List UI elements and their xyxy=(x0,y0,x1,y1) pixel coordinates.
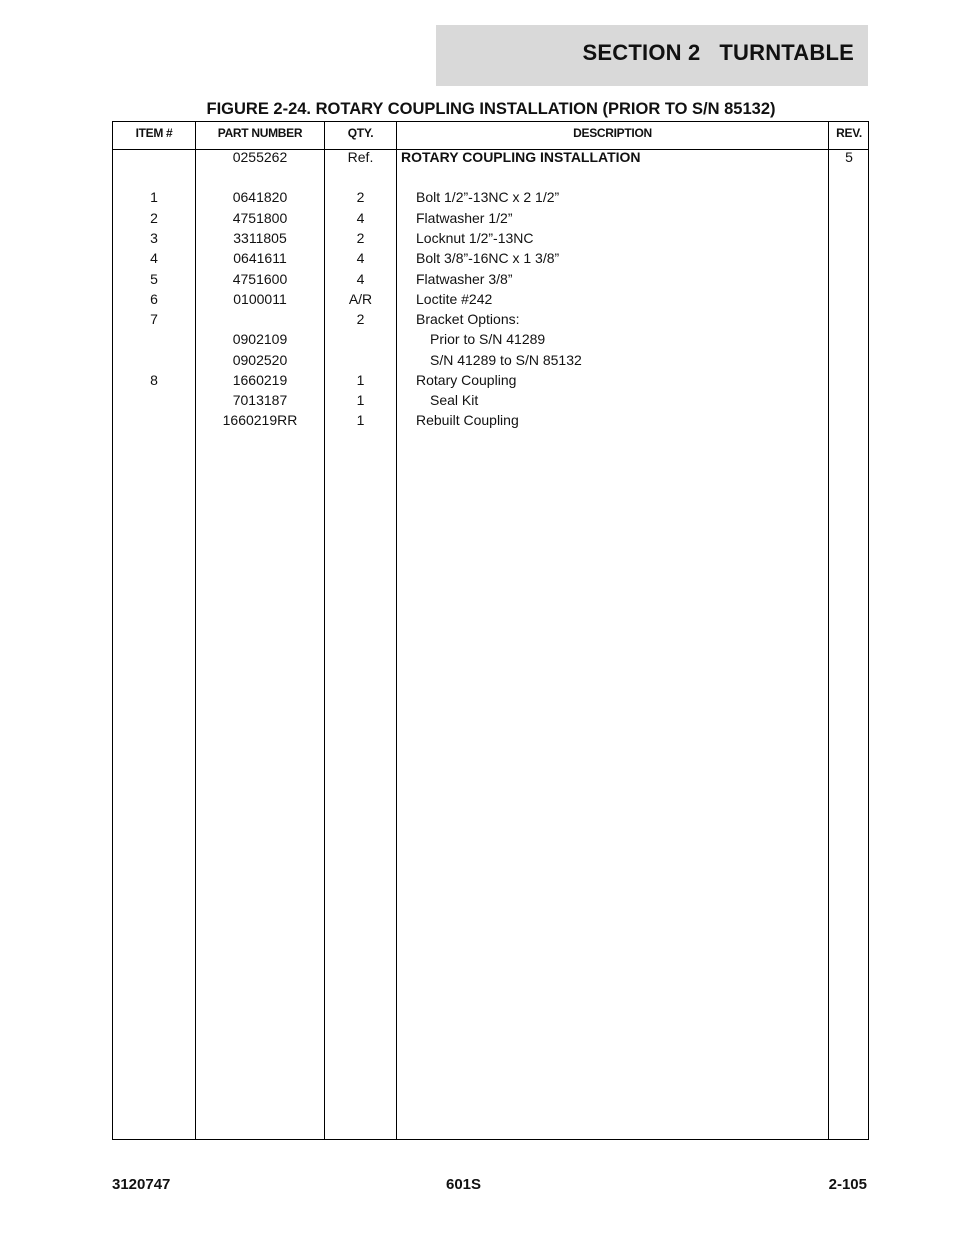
footer-doc-number: 3120747 xyxy=(112,1176,171,1193)
section-title: SECTION 2 TURNTABLE xyxy=(582,40,854,65)
description-cell: Rotary Coupling xyxy=(416,372,517,388)
quantity-cell: 4 xyxy=(356,210,365,226)
description-cell: ROTARY COUPLING INSTALLATION xyxy=(401,149,641,165)
part-number-cell: 0100011 xyxy=(233,291,287,307)
quantity-cell: 2 xyxy=(356,230,365,246)
table-row xyxy=(113,352,868,372)
figure-title: FIGURE 2-24. ROTARY COUPLING INSTALLATION (PRIOR TO S/N 85132) xyxy=(206,100,776,118)
part-number-cell: 0641611 xyxy=(233,250,287,266)
table-row xyxy=(113,210,868,230)
table-row xyxy=(113,271,868,291)
description-cell: Locknut 1/2”-13NC xyxy=(416,230,534,246)
quantity-cell: 4 xyxy=(356,271,365,287)
item-number-cell: 7 xyxy=(150,311,158,327)
table-row xyxy=(113,412,868,432)
quantity-cell: 4 xyxy=(356,250,365,266)
table-row xyxy=(113,311,868,331)
part-number-cell: 0902109 xyxy=(232,331,288,347)
table-row xyxy=(113,250,868,270)
description-cell: Seal Kit xyxy=(430,392,479,408)
part-number-cell: 1660219 xyxy=(232,372,288,388)
column-header-rev: REV. xyxy=(836,126,862,140)
quantity-cell: A/R xyxy=(348,291,373,307)
footer-model: 601S xyxy=(446,1176,482,1193)
part-number-cell: 0641820 xyxy=(232,189,288,205)
description-cell: Prior to S/N 41289 xyxy=(430,331,546,347)
description-cell: S/N 41289 to S/N 85132 xyxy=(430,352,582,368)
footer-page-number: 2-105 xyxy=(828,1176,867,1193)
description-cell: Loctite #242 xyxy=(416,291,493,307)
item-number-cell: 3 xyxy=(150,230,158,246)
quantity-cell: 1 xyxy=(356,412,365,428)
part-number-cell: 3311805 xyxy=(233,230,287,246)
quantity-cell: 2 xyxy=(356,311,365,327)
revision-cell: 5 xyxy=(845,149,853,165)
table-row xyxy=(113,230,868,250)
column-header-qty: QTY. xyxy=(347,126,374,140)
part-number-cell: 4751600 xyxy=(232,271,288,287)
item-number-cell: 8 xyxy=(150,372,158,388)
section-banner xyxy=(436,25,868,86)
item-number-cell: 6 xyxy=(150,291,158,307)
description-cell: Bolt 1/2”-13NC x 2 1/2” xyxy=(416,189,560,205)
part-number-cell: 7013187 xyxy=(232,392,288,408)
table-row xyxy=(113,372,868,392)
item-number-cell: 1 xyxy=(150,189,158,205)
quantity-cell: 2 xyxy=(356,189,365,205)
description-cell: Flatwasher 1/2” xyxy=(416,210,513,226)
parts-table xyxy=(112,121,869,1140)
item-number-cell: 2 xyxy=(150,210,158,226)
part-number-cell: 4751800 xyxy=(232,210,288,226)
table-row xyxy=(113,331,868,351)
quantity-cell: 1 xyxy=(356,372,365,388)
table-row xyxy=(113,392,868,412)
table-row xyxy=(113,149,868,169)
column-header-part-number: PART NUMBER xyxy=(217,126,303,140)
column-header-description: DESCRIPTION xyxy=(573,126,652,140)
description-cell: Bolt 3/8”-16NC x 1 3/8” xyxy=(416,250,560,266)
description-cell: Bracket Options: xyxy=(416,311,520,327)
table-row xyxy=(113,189,868,209)
part-number-cell: 0902520 xyxy=(232,352,288,368)
quantity-cell: Ref. xyxy=(347,149,374,165)
item-number-cell: 5 xyxy=(150,271,158,287)
part-number-cell: 1660219RR xyxy=(222,412,298,428)
part-number-cell: 0255262 xyxy=(232,149,288,165)
table-row xyxy=(113,291,868,311)
description-cell: Rebuilt Coupling xyxy=(416,412,519,428)
column-header-item: ITEM # xyxy=(135,126,173,140)
item-number-cell: 4 xyxy=(150,250,158,266)
quantity-cell: 1 xyxy=(356,392,365,408)
description-cell: Flatwasher 3/8” xyxy=(416,271,513,287)
